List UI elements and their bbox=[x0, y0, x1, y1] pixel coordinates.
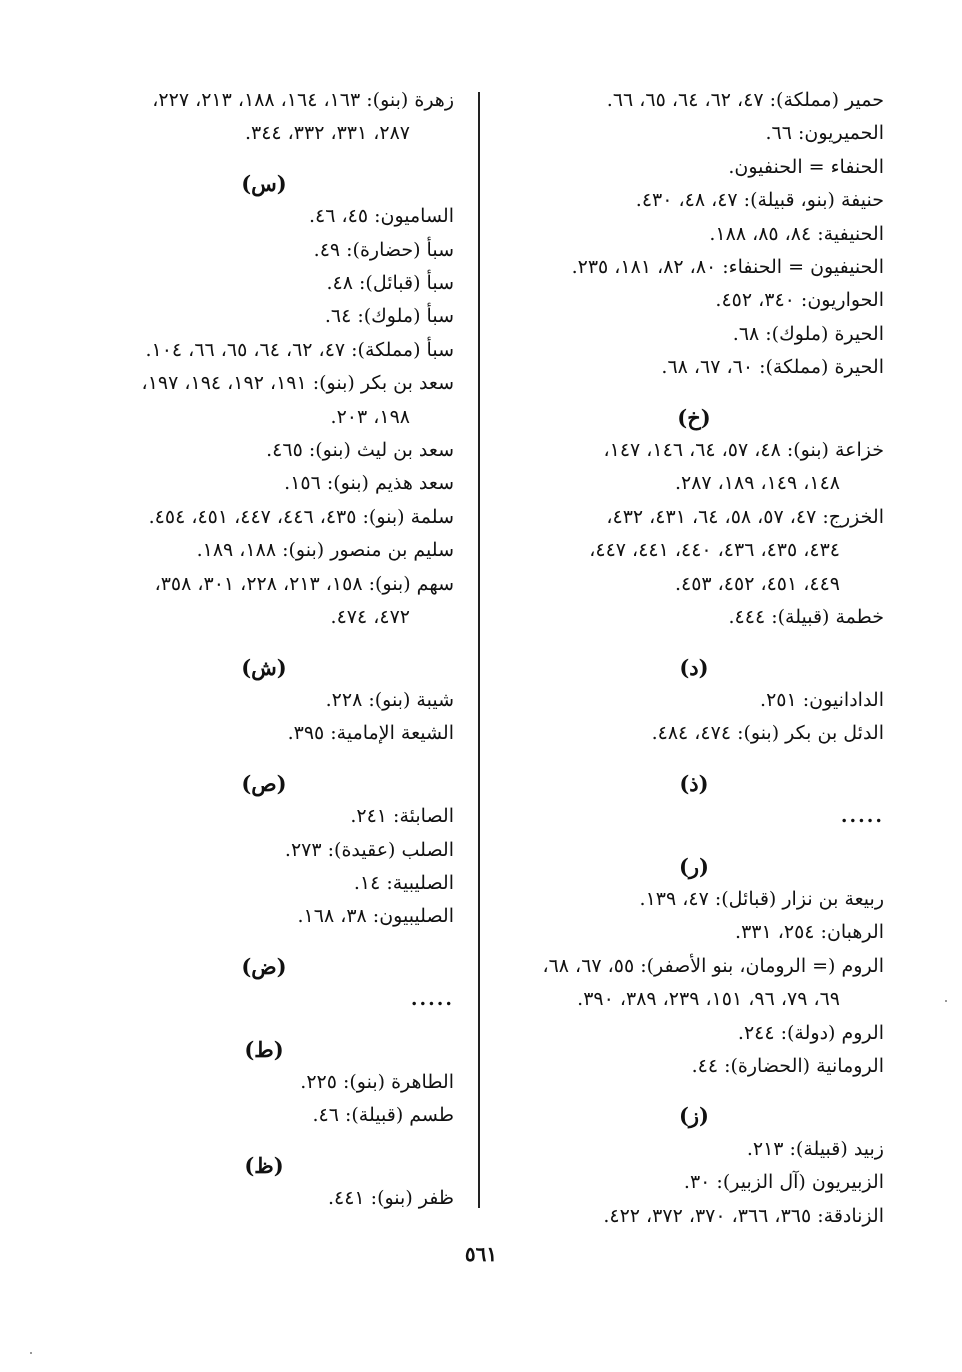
index-entry bbox=[504, 1166, 884, 1199]
index-entry bbox=[74, 84, 454, 151]
index-entry-line: حنيفة (بنو، قبيلة): ٤٧، ٤٨، ٤٣٠. bbox=[635, 189, 884, 212]
index-entry bbox=[74, 900, 454, 933]
index-entry bbox=[504, 184, 884, 217]
index-entry-line: سبأ (ملوك): ٦٤. bbox=[324, 305, 454, 328]
index-entry bbox=[504, 117, 884, 150]
index-entry bbox=[504, 501, 884, 601]
scan-speck bbox=[30, 1352, 32, 1354]
index-entry-line: زبيد (قبيلة): ٢١٣. bbox=[746, 1137, 884, 1160]
index-entry-line: سعد بن ليث (بنو): ٤٦٥. bbox=[266, 439, 454, 462]
index-entry-continuation: ١٤٨، ١٤٩، ١٨٩، ٢٨٧. bbox=[674, 472, 840, 495]
index-entry bbox=[74, 467, 454, 500]
column-divider bbox=[478, 92, 480, 1208]
index-entry-line: الزنادقة: ٣٦٥، ٣٦٦، ٣٧٠، ٣٧٢، ٤٢٢. bbox=[603, 1204, 884, 1227]
index-entry bbox=[504, 84, 884, 117]
empty-section-dots: ..... bbox=[840, 805, 884, 828]
index-entry-line: الروم (دولة): ٢٤٤. bbox=[737, 1021, 884, 1044]
index-entry bbox=[504, 318, 884, 351]
index-entry bbox=[74, 800, 454, 833]
index-entry-line: الساميون: ٤٥، ٤٦. bbox=[309, 205, 454, 228]
index-entry bbox=[504, 1017, 884, 1050]
index-entry-line: الصابئة: ٢٤١. bbox=[350, 805, 454, 828]
index-entry-continuation: ٤٤٩، ٤٥١، ٤٥٢، ٤٥٣. bbox=[674, 572, 840, 595]
index-entry-line: الحواريون: ٣٤٠، ٤٥٢. bbox=[715, 289, 884, 312]
index-entry-line: الحميريون: ٦٦. bbox=[765, 122, 884, 145]
index-entry-line: سبأ (حضارة): ٤٩. bbox=[313, 238, 454, 261]
index-entry-line: الخزرج: ٤٧، ٥٧، ٥٨، ٦٤، ٤٣١، ٤٣٢، bbox=[606, 505, 884, 528]
index-entry-line: سعد بن بكر (بنو): ١٩١، ١٩٢، ١٩٤، ١٩٧، bbox=[141, 372, 454, 395]
letter-heading: (د) bbox=[679, 654, 709, 680]
index-entry-line: طسم (قبيلة): ٤٦. bbox=[312, 1104, 454, 1127]
index-entry-line: سليم بن منصور (بنو): ١٨٨، ١٨٩. bbox=[196, 539, 454, 562]
index-column-left bbox=[74, 84, 454, 1216]
index-entry-line: سهم (بنو): ١٥٨، ٢١٣، ٢٢٨، ٣٠١، ٣٥٨، bbox=[154, 572, 454, 595]
index-entry bbox=[74, 300, 454, 333]
index-entry bbox=[74, 1066, 454, 1099]
index-entry-line: خطمة (قبيلة): ٤٤٤. bbox=[728, 606, 884, 629]
index-entry-continuation: ١٩٨، ٢٠٣. bbox=[330, 405, 410, 428]
index-entry bbox=[504, 251, 884, 284]
index-entry-line: الحنيفية: ٨٤، ٨٥، ١٨٨. bbox=[709, 222, 884, 245]
index-entry bbox=[74, 534, 454, 567]
index-entry-line: الصلب (عقيدة): ٢٧٣. bbox=[284, 838, 454, 861]
letter-heading: (ش) bbox=[241, 654, 287, 680]
index-entry-line: الرومانية (الحضارة): ٤٤. bbox=[691, 1054, 884, 1077]
index-entry-line: الدئل بن بكر (بنو): ٤٧٤، ٤٨٤. bbox=[651, 722, 884, 745]
index-entry-line: سلمة (بنو): ٤٣٥، ٤٤٦، ٤٤٧، ٤٥١، ٤٥٤. bbox=[148, 505, 454, 528]
index-entry-line: سبأ (مملكة): ٤٧، ٦٢، ٦٤، ٦٥، ٦٦، ١٠٤. bbox=[145, 338, 454, 361]
index-entry-line: الحيرة (مملكة): ٦٠، ٦٧، ٦٨. bbox=[661, 356, 884, 379]
index-entry bbox=[504, 151, 884, 184]
index-entry bbox=[504, 434, 884, 501]
index-entry-line: الطاهرة (بنو): ٢٢٥. bbox=[300, 1070, 454, 1093]
index-entry bbox=[504, 717, 884, 750]
letter-heading: (ض) bbox=[241, 953, 287, 979]
scan-speck bbox=[945, 1000, 947, 1002]
index-entry bbox=[504, 284, 884, 317]
index-entry bbox=[74, 1099, 454, 1132]
index-entry bbox=[504, 218, 884, 251]
index-entry bbox=[504, 601, 884, 634]
letter-heading: (ر) bbox=[678, 853, 709, 879]
index-entry-line: ظفر (بنو): ٤٤١. bbox=[327, 1187, 454, 1210]
index-column-right bbox=[504, 84, 884, 1233]
index-entry-continuation: ٤٧٢، ٤٧٤. bbox=[330, 606, 410, 629]
index-entry bbox=[504, 351, 884, 384]
index-entry-line: الصليبيون: ٣٨، ١٦٨. bbox=[297, 905, 454, 928]
index-entry-line: الرهبان: ٢٥٤، ٣٣١. bbox=[735, 921, 884, 944]
index-entry-line: الزبيريون (آل الزبير): ٣٠. bbox=[683, 1171, 884, 1194]
index-entry-line: حمير (مملكة): ٤٧، ٦٢، ٦٤، ٦٥، ٦٦. bbox=[606, 89, 884, 111]
index-entry bbox=[74, 367, 454, 434]
index-entry-line: الحنيفيون = الحنفاء: ٨٠، ٨٢، ١٨١، ٢٣٥. bbox=[571, 256, 884, 279]
index-entry-line: سبأ (قبائل): ٤٨. bbox=[326, 272, 454, 295]
index-entry bbox=[74, 834, 454, 867]
index-entry bbox=[504, 883, 884, 916]
index-entry bbox=[74, 334, 454, 367]
index-entry bbox=[504, 1050, 884, 1083]
index-entry-line: الدادانيون: ٢٥١. bbox=[760, 688, 884, 711]
index-entry-line: ربيعة بن نزار (قبائل): ٤٧، ١٣٩. bbox=[639, 887, 884, 910]
letter-heading: (ذ) bbox=[679, 770, 709, 796]
index-entry bbox=[74, 568, 454, 635]
index-entry bbox=[74, 717, 454, 750]
index-entry-line: خزاعة (بنو): ٤٨، ٥٧، ٦٤، ١٤٦، ١٤٧، bbox=[603, 439, 884, 462]
index-entry-line: سعد هذيم (بنو): ١٥٦. bbox=[284, 472, 454, 495]
page-number: ٥٦١ bbox=[464, 1242, 498, 1266]
index-entry bbox=[74, 501, 454, 534]
index-entry bbox=[74, 234, 454, 267]
index-entry bbox=[74, 267, 454, 300]
letter-heading: (س) bbox=[241, 170, 287, 196]
index-entry-line: الحنفاء = الحنفيون. bbox=[728, 155, 884, 178]
index-entry bbox=[504, 684, 884, 717]
letter-heading: (خ) bbox=[677, 404, 711, 430]
index-entry-continuation: ٤٣٤، ٤٣٥، ٤٣٦، ٤٤٠، ٤٤١، ٤٤٧، bbox=[589, 539, 840, 562]
index-entry-line: الحيرة (ملوك): ٦٨. bbox=[732, 322, 884, 345]
index-entry-line: زهرة (بنو): ١٦٣، ١٦٤، ١٨٨، ٢١٣، ٢٢٧، bbox=[152, 89, 454, 111]
letter-heading: (ظ) bbox=[244, 1152, 284, 1178]
letter-heading: (ط) bbox=[244, 1036, 284, 1062]
index-entry bbox=[504, 1200, 884, 1233]
index-entry-line: الشيعة الإمامية: ٣٩٥. bbox=[287, 722, 454, 745]
index-entry bbox=[74, 200, 454, 233]
index-entry bbox=[74, 1182, 454, 1215]
letter-heading: (ز) bbox=[678, 1103, 709, 1129]
index-entry bbox=[74, 867, 454, 900]
index-entry-line: الصليبية: ١٤. bbox=[353, 871, 454, 894]
index-entry-continuation: ٦٩، ٧٩، ٩٦، ١٥١، ٢٣٩، ٣٨٩، ٣٩٠. bbox=[577, 988, 840, 1011]
empty-section-dots: ..... bbox=[410, 988, 454, 1011]
index-entry bbox=[504, 916, 884, 949]
index-entry-line: شيبة (بنو): ٢٢٨. bbox=[325, 688, 454, 711]
index-entry bbox=[504, 950, 884, 1017]
letter-heading: (ص) bbox=[241, 770, 287, 796]
index-entry-continuation: ٢٨٧، ٣٣١، ٣٣٢، ٣٤٤. bbox=[244, 122, 410, 145]
index-entry bbox=[74, 684, 454, 717]
index-entry bbox=[504, 1133, 884, 1166]
index-entry bbox=[74, 434, 454, 467]
index-entry-line: الروم (= الرومان، بنو الأصفر): ٥٥، ٦٧، ٦٨، bbox=[542, 954, 884, 977]
